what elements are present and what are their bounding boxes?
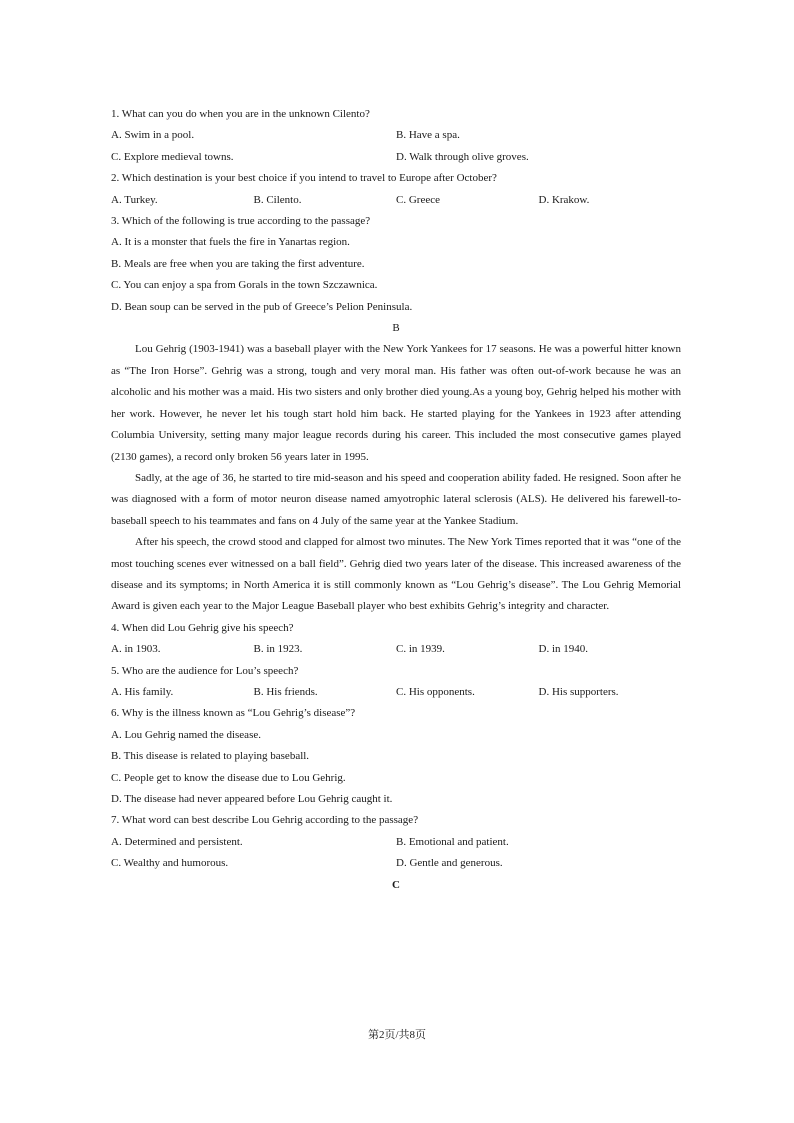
question-2-options [111,190,681,211]
option-a: A. in 1903. [111,643,161,656]
question-5-stem: 5. Who are the audience for Lou’s speech? [111,664,299,677]
question-1-options-row-2 [111,147,681,168]
question-7-options-row-1 [111,832,681,853]
option-a: A. Swim in a pool. [111,129,195,142]
option-b: B. Cilento. [253,193,302,206]
option-c: C. You can enjoy a spa from Gorals in the town Szczawnica. [111,279,378,292]
option-d: D. Krakow. [538,193,590,206]
question-7-options-row-2 [111,853,681,874]
option-a: A. His family. [111,685,174,698]
option-d: D. His supporters. [538,685,619,698]
option-a: A. Lou Gehrig named the disease. [111,728,261,741]
section-b-title: B [392,322,400,335]
page-number: 第2页/共8页 [367,1029,427,1041]
section-c-title: C [392,878,400,891]
passage-paragraph: Lou Gehrig (1903-1941) was a baseball player with the New York Yankees for 17 seasons. He was a powerful hitter known as “The Iron Horse”. Gehrig was a strong, tough and very moral man. His father was often out-of-work because he was an alcoholic and his mother was a maid. His two sisters and only brother died young.As a young boy, Gehrig helped his mother with her work. However, he never let his tough start hold him back. He started playing for the Yankees in 1923 after attending Columbia University, setting many major league records during his career. This included the most consecutive games played (2130 games), a record only broken 56 years later in 1995. [111,343,681,463]
document-page [111,104,681,896]
option-b: B. This disease is related to playing baseball. [111,750,310,763]
option-b: B. Have a spa. [396,129,460,142]
passage-paragraph: Sadly, at the age of 36, he started to tire mid-season and his speed and cooperation ability faded. He resigned. Soon after he was diagnosed with a form of motor neuron disease named amyotrophic lateral sclerosis (ALS). He delivered his farewell-to-baseball speech to his teammates and fans on 4 July of the same year at the Yankee Stadium. [111,471,681,527]
option-c: C. Wealthy and humorous. [111,857,229,870]
option-b: B. His friends. [253,685,318,698]
question-7-stem: 7. What word can best describe Lou Gehrig according to the passage? [111,814,419,827]
question-5-options [111,682,681,703]
option-a: A. It is a monster that fuels the fire in Yanartas region. [111,236,350,249]
question-4-options [111,639,681,660]
question-3-stem: 3. Which of the following is true according to the passage? [111,215,371,228]
option-a: A. Turkey. [111,193,158,206]
option-b: B. in 1923. [253,643,303,656]
option-b: B. Emotional and patient. [396,835,509,848]
question-1-stem: 1. What can you do when you are in the unknown Cilento? [111,108,370,120]
option-c: C. Greece [396,193,440,206]
option-d: D. Walk through olive groves. [396,150,529,163]
passage-paragraph: After his speech, the crowd stood and clapped for almost two minutes. The New York Times reported that it was “one of the most touching scenes ever witnessed on a ball field”. Gehrig died two years later of the disease. This increased awareness of the disease and its symptoms; in North America it is still commonly known as “Lou Gehrig’s disease”. The Lou Gehrig Memorial Award is given each year to the Major League Baseball player who best exhibits Gehrig’s integrity and character. [111,536,681,613]
question-2-stem: 2. Which destination is your best choice if you intend to travel to Europe after October? [111,172,497,185]
question-1-options-row-1 [111,125,681,146]
option-d: D. Bean soup can be served in the pub of Greece’s Pelion Peninsula. [111,300,413,313]
option-d: D. in 1940. [538,643,588,656]
option-b: B. Meals are free when you are taking the first adventure. [111,257,365,270]
option-d: D. The disease had never appeared before Lou Gehrig caught it. [111,793,393,805]
option-c: C. in 1939. [396,643,445,656]
option-c: C. Explore medieval towns. [111,150,234,163]
option-a: A. Determined and persistent. [111,835,243,848]
option-c: C. His opponents. [396,685,475,698]
question-4-stem: 4. When did Lou Gehrig give his speech? [111,621,294,634]
option-c: C. People get to know the disease due to Lou Gehrig. [111,771,346,784]
question-6-stem: 6. Why is the illness known as “Lou Gehrig’s disease”? [111,707,356,720]
option-d: D. Gentle and generous. [396,857,503,870]
